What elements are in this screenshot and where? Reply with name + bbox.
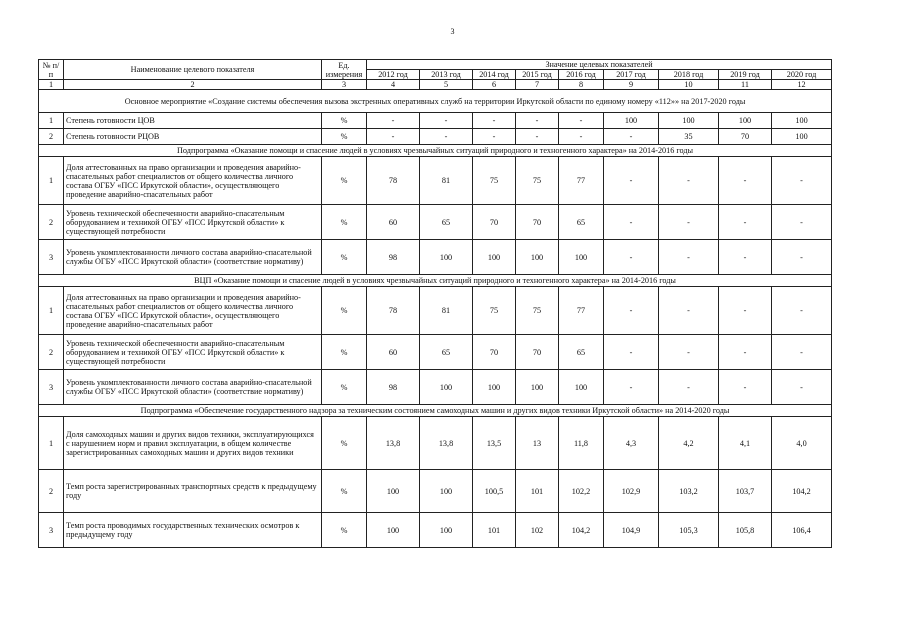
value-cell: - bbox=[367, 129, 420, 145]
section-title: Основное мероприятие «Создание системы обеспечения вызова экстренных оперативных служб на территории Иркутской области по единому номеру «112»» на 2017-2020 годы bbox=[39, 90, 832, 113]
column-index-cell: 4 bbox=[367, 80, 420, 90]
value-cell: 13,5 bbox=[473, 417, 516, 470]
table-row bbox=[39, 157, 832, 205]
value-cell: 70 bbox=[473, 205, 516, 240]
unit-cell: % bbox=[322, 287, 367, 335]
value-cell: - bbox=[473, 113, 516, 129]
column-index-cell: 6 bbox=[473, 80, 516, 90]
value-cell: 100,5 bbox=[473, 470, 516, 513]
value-cell: - bbox=[604, 335, 659, 370]
table-row bbox=[39, 113, 832, 129]
value-cell: 102 bbox=[516, 513, 559, 548]
value-cell: 65 bbox=[420, 205, 473, 240]
value-cell: 35 bbox=[659, 129, 719, 145]
value-cell: - bbox=[772, 287, 832, 335]
table-row bbox=[39, 205, 832, 240]
value-cell: 81 bbox=[420, 157, 473, 205]
unit-cell: % bbox=[322, 129, 367, 145]
indicator-name: Уровень технической обеспеченности аварийно-спасательным оборудованием и техникой ОГБУ «ПСС Иркутской области» к существующей потребности bbox=[64, 205, 322, 240]
unit-cell: % bbox=[322, 335, 367, 370]
value-cell: 100 bbox=[420, 240, 473, 275]
table-row bbox=[39, 240, 832, 275]
value-cell: 65 bbox=[559, 335, 604, 370]
value-cell: 100 bbox=[659, 113, 719, 129]
value-cell: 75 bbox=[516, 157, 559, 205]
column-index-cell: 7 bbox=[516, 80, 559, 90]
header-year: 2015 год bbox=[516, 70, 559, 80]
value-cell: - bbox=[772, 240, 832, 275]
value-cell: - bbox=[604, 370, 659, 405]
value-cell: 100 bbox=[516, 370, 559, 405]
value-cell: 104,2 bbox=[772, 470, 832, 513]
header-year: 2019 год bbox=[719, 70, 772, 80]
value-cell: 104,2 bbox=[559, 513, 604, 548]
unit-cell: % bbox=[322, 240, 367, 275]
value-cell: - bbox=[772, 335, 832, 370]
header-name: Наименование целевого показателя bbox=[64, 60, 322, 80]
value-cell: 98 bbox=[367, 240, 420, 275]
value-cell: 78 bbox=[367, 287, 420, 335]
value-cell: - bbox=[659, 370, 719, 405]
table-row bbox=[39, 129, 832, 145]
value-cell: - bbox=[719, 287, 772, 335]
value-cell: 100 bbox=[367, 470, 420, 513]
value-cell: 77 bbox=[559, 157, 604, 205]
value-cell: - bbox=[367, 113, 420, 129]
row-number: 1 bbox=[39, 157, 64, 205]
value-cell: 100 bbox=[420, 470, 473, 513]
value-cell: - bbox=[420, 113, 473, 129]
value-cell: 65 bbox=[559, 205, 604, 240]
value-cell: 100 bbox=[772, 129, 832, 145]
value-cell: 77 bbox=[559, 287, 604, 335]
value-cell: 75 bbox=[473, 287, 516, 335]
value-cell: 70 bbox=[516, 205, 559, 240]
value-cell: 70 bbox=[473, 335, 516, 370]
value-cell: 13,8 bbox=[420, 417, 473, 470]
unit-cell: % bbox=[322, 205, 367, 240]
value-cell: - bbox=[604, 205, 659, 240]
value-cell: 105,8 bbox=[719, 513, 772, 548]
value-cell: - bbox=[659, 205, 719, 240]
value-cell: - bbox=[420, 129, 473, 145]
row-number: 1 bbox=[39, 287, 64, 335]
value-cell: 13,8 bbox=[367, 417, 420, 470]
page-number: 3 bbox=[450, 27, 455, 36]
value-cell: - bbox=[719, 157, 772, 205]
unit-cell: % bbox=[322, 113, 367, 129]
row-number: 3 bbox=[39, 370, 64, 405]
table-row bbox=[39, 470, 832, 513]
column-index-cell: 8 bbox=[559, 80, 604, 90]
value-cell: - bbox=[772, 157, 832, 205]
unit-cell: % bbox=[322, 470, 367, 513]
table-body bbox=[39, 80, 832, 548]
indicator-name: Степень готовности ЦОВ bbox=[64, 113, 322, 129]
value-cell: 100 bbox=[420, 370, 473, 405]
value-cell: 104,9 bbox=[604, 513, 659, 548]
value-cell: 100 bbox=[420, 513, 473, 548]
value-cell: - bbox=[659, 335, 719, 370]
value-cell: 102,9 bbox=[604, 470, 659, 513]
indicator-name: Доля самоходных машин и других видов техники, эксплуатирующихся с нарушением норм и правил эксплуатации, в общем количестве зарегистрированных самоходных машин и других видов техники bbox=[64, 417, 322, 470]
table-row bbox=[39, 287, 832, 335]
column-index-cell: 11 bbox=[719, 80, 772, 90]
value-cell: 100 bbox=[367, 513, 420, 548]
row-number: 3 bbox=[39, 240, 64, 275]
section-title: ВЦП «Оказание помощи и спасение людей в условиях чрезвычайных ситуаций природного и техногенного характера» на 2014-2016 годы bbox=[39, 275, 832, 287]
value-cell: 100 bbox=[473, 370, 516, 405]
value-cell: 4,2 bbox=[659, 417, 719, 470]
value-cell: 101 bbox=[516, 470, 559, 513]
row-number: 2 bbox=[39, 205, 64, 240]
value-cell: 78 bbox=[367, 157, 420, 205]
value-cell: 100 bbox=[516, 240, 559, 275]
section-header-row bbox=[39, 90, 832, 113]
header-year: 2012 год bbox=[367, 70, 420, 80]
value-cell: 13 bbox=[516, 417, 559, 470]
section-title: Подпрограмма «Обеспечение государственного надзора за техническим состоянием самоходных машин и других видов техники Иркутской области» на 2014-2020 годы bbox=[39, 405, 832, 417]
value-cell: - bbox=[719, 205, 772, 240]
column-index-cell: 12 bbox=[772, 80, 832, 90]
value-cell: - bbox=[659, 287, 719, 335]
unit-cell: % bbox=[322, 157, 367, 205]
value-cell: - bbox=[772, 370, 832, 405]
value-cell: - bbox=[473, 129, 516, 145]
column-index-cell: 5 bbox=[420, 80, 473, 90]
value-cell: - bbox=[604, 157, 659, 205]
value-cell: 100 bbox=[559, 240, 604, 275]
row-number: 2 bbox=[39, 470, 64, 513]
value-cell: 81 bbox=[420, 287, 473, 335]
header-year: 2016 год bbox=[559, 70, 604, 80]
value-cell: - bbox=[604, 287, 659, 335]
section-title: Подпрограмма «Оказание помощи и спасение людей в условиях чрезвычайных ситуаций природного и техногенного характера» на 2014-2016 годы bbox=[39, 145, 832, 157]
section-header-row bbox=[39, 145, 832, 157]
indicator-name: Степень готовности РЦОВ bbox=[64, 129, 322, 145]
unit-cell: % bbox=[322, 513, 367, 548]
value-cell: 98 bbox=[367, 370, 420, 405]
row-number: 3 bbox=[39, 513, 64, 548]
value-cell: 70 bbox=[516, 335, 559, 370]
table-row bbox=[39, 513, 832, 548]
column-index-cell: 2 bbox=[64, 80, 322, 90]
value-cell: - bbox=[516, 129, 559, 145]
value-cell: - bbox=[719, 240, 772, 275]
header-num: № п/п bbox=[39, 60, 64, 80]
header-year: 2020 год bbox=[772, 70, 832, 80]
indicator-name: Темп роста проводимых государственных технических осмотров к предыдущему году bbox=[64, 513, 322, 548]
value-cell: 60 bbox=[367, 335, 420, 370]
unit-cell: % bbox=[322, 370, 367, 405]
value-cell: 103,7 bbox=[719, 470, 772, 513]
value-cell: - bbox=[659, 240, 719, 275]
header-year: 2013 год bbox=[420, 70, 473, 80]
row-number: 2 bbox=[39, 335, 64, 370]
target-indicators-table bbox=[38, 59, 832, 548]
value-cell: 100 bbox=[772, 113, 832, 129]
value-cell: 4,1 bbox=[719, 417, 772, 470]
value-cell: - bbox=[559, 129, 604, 145]
row-number: 2 bbox=[39, 129, 64, 145]
value-cell: 70 bbox=[719, 129, 772, 145]
value-cell: 106,4 bbox=[772, 513, 832, 548]
column-index-cell: 1 bbox=[39, 80, 64, 90]
value-cell: - bbox=[604, 240, 659, 275]
value-cell: - bbox=[719, 370, 772, 405]
column-index-cell: 9 bbox=[604, 80, 659, 90]
section-header-row bbox=[39, 405, 832, 417]
value-cell: 11,8 bbox=[559, 417, 604, 470]
value-cell: 60 bbox=[367, 205, 420, 240]
value-cell: 4,0 bbox=[772, 417, 832, 470]
value-cell: 75 bbox=[516, 287, 559, 335]
header-unit: Ед. измерения bbox=[322, 60, 367, 80]
value-cell: 75 bbox=[473, 157, 516, 205]
header-values: Значение целевых показателей bbox=[367, 60, 832, 70]
value-cell: 102,2 bbox=[559, 470, 604, 513]
value-cell: 105,3 bbox=[659, 513, 719, 548]
header-year: 2018 год bbox=[659, 70, 719, 80]
column-index-cell: 10 bbox=[659, 80, 719, 90]
column-index-row bbox=[39, 80, 832, 90]
indicator-name: Доля аттестованных на право организации и проведения аварийно-спасательных работ специалистов от общего количества личного состава ОГБУ «ПСС Иркутской области», осуществляющего проведение аварийно-спасательных работ bbox=[64, 157, 322, 205]
value-cell: 100 bbox=[559, 370, 604, 405]
value-cell: - bbox=[604, 129, 659, 145]
table-row bbox=[39, 335, 832, 370]
column-index-cell: 3 bbox=[322, 80, 367, 90]
value-cell: 4,3 bbox=[604, 417, 659, 470]
value-cell: 100 bbox=[604, 113, 659, 129]
table-row bbox=[39, 417, 832, 470]
indicator-name: Уровень укомплектованности личного состава аварийно-спасательной службы ОГБУ «ПСС Иркутской области» (соответствие нормативу) bbox=[64, 240, 322, 275]
value-cell: 101 bbox=[473, 513, 516, 548]
value-cell: 103,2 bbox=[659, 470, 719, 513]
value-cell: 100 bbox=[473, 240, 516, 275]
row-number: 1 bbox=[39, 417, 64, 470]
indicator-name: Уровень технической обеспеченности аварийно-спасательным оборудованием и техникой ОГБУ «ПСС Иркутской области» к существующей потребности bbox=[64, 335, 322, 370]
value-cell: 100 bbox=[719, 113, 772, 129]
value-cell: - bbox=[772, 205, 832, 240]
indicator-name: Уровень укомплектованности личного состава аварийно-спасательной службы ОГБУ «ПСС Иркутской области» (соответствие нормативу) bbox=[64, 370, 322, 405]
value-cell: 65 bbox=[420, 335, 473, 370]
value-cell: - bbox=[516, 113, 559, 129]
unit-cell: % bbox=[322, 417, 367, 470]
indicator-name: Доля аттестованных на право организации и проведения аварийно-спасательных работ специалистов от общего количества личного состава ОГБУ «ПСС Иркутской области», осуществляющего проведение аварийно-спасательных работ bbox=[64, 287, 322, 335]
section-header-row bbox=[39, 275, 832, 287]
header-year: 2017 год bbox=[604, 70, 659, 80]
value-cell: - bbox=[719, 335, 772, 370]
row-number: 1 bbox=[39, 113, 64, 129]
value-cell: - bbox=[559, 113, 604, 129]
indicator-name: Темп роста зарегистрированных транспортных средств к предыдущему году bbox=[64, 470, 322, 513]
value-cell: - bbox=[659, 157, 719, 205]
table-row bbox=[39, 370, 832, 405]
header-year: 2014 год bbox=[473, 70, 516, 80]
